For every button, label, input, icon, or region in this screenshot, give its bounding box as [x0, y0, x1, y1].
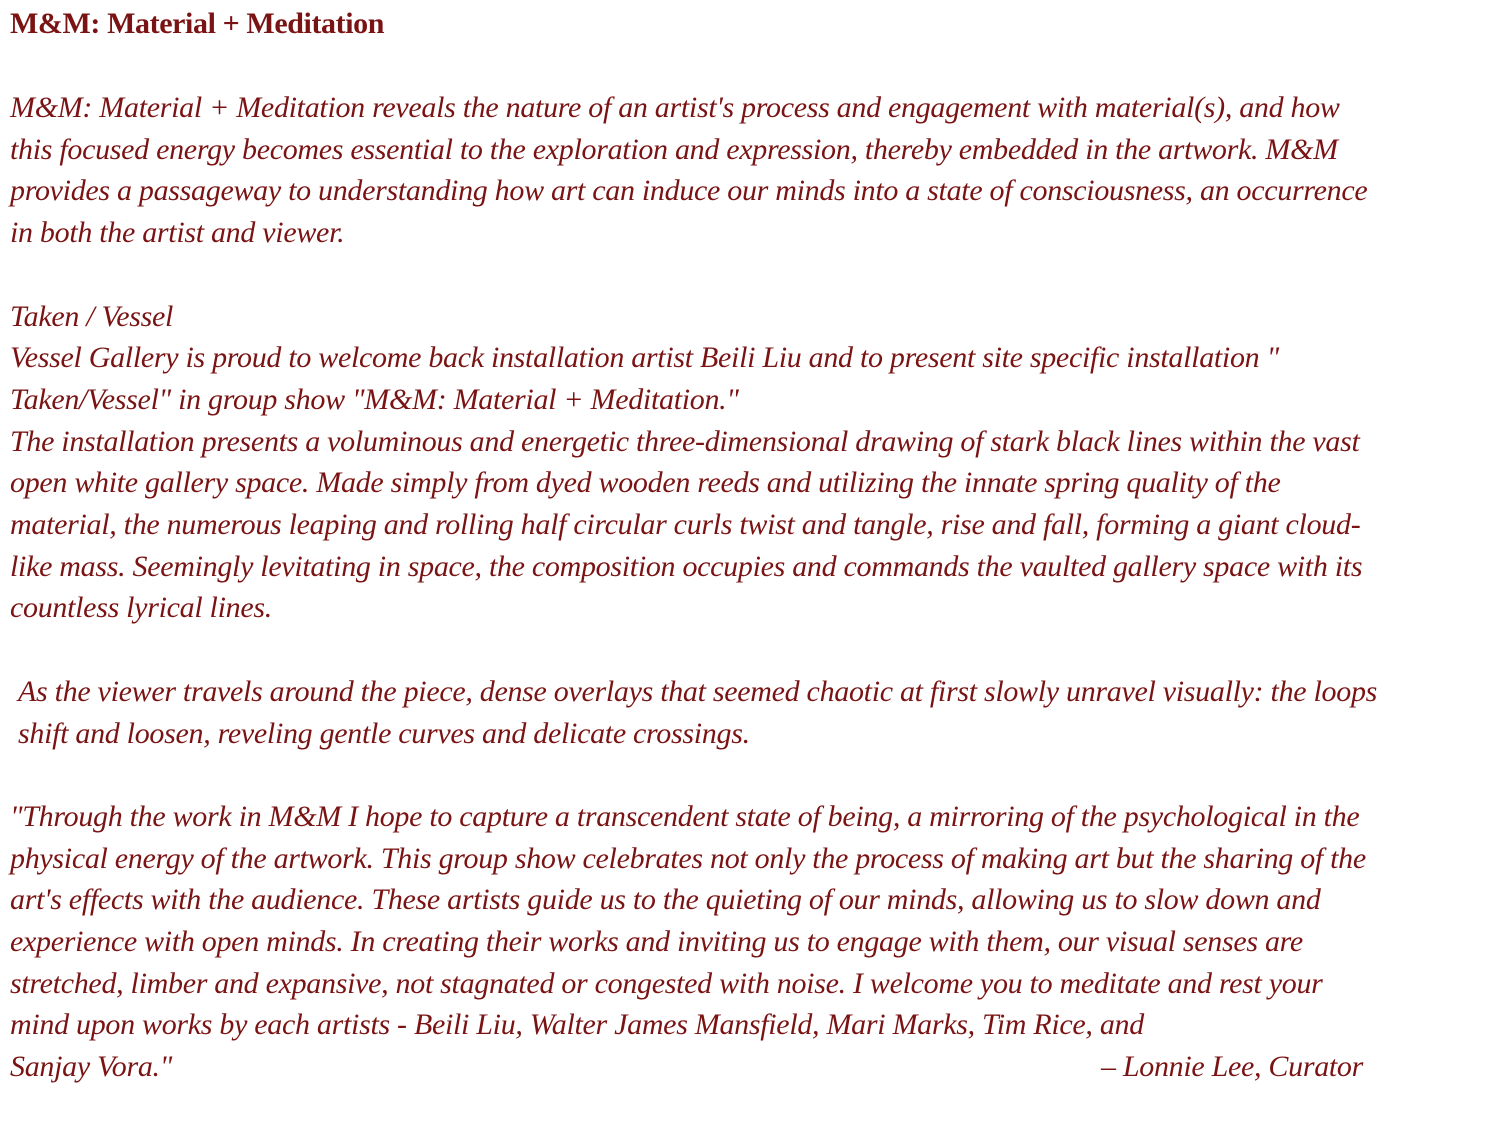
- intro-paragraph: M&M: Material + Meditation reveals the nature of an artist's process and engagement with material(s), and how this focused energy becomes essential to the exploration and expression, thereby embedded in the artwork. M&M provides a passageway to understanding how art can induce our minds into a state of consciousness, an occurrence in both the artist and viewer.: [10, 91, 1368, 250]
- spacer: [10, 754, 1385, 796]
- work-title: Taken / Vessel: [10, 299, 174, 333]
- spacer: [10, 254, 1385, 296]
- curator-quote: "Through the work in M&M I hope to capture a transcendent state of being, a mirroring of the psychological in the physical energy of the artwork. This group show celebrates not only the process of making art but the sharing of the art's effects with the audience. These artists guide us to the quieting of our minds, allowing us to slow down and experience with open minds. In creating their works and inviting us to engage with them, our visual senses are stretched, limber and expansive, not stagnated or congested with noise. I welcome you to meditate and rest your mind upon works by each artists - Beili Liu, Walter James Mansfield, Mari Marks, Tim Rice, and: [10, 799, 1366, 1042]
- viewer-paragraph: As the viewer travels around the piece, dense overlays that seemed chaotic at first slowly unravel visually: the loops shift and loosen, reveling gentle curves and delicate crossings.: [18, 674, 1378, 750]
- installation-paragraph: The installation presents a voluminous and energetic three-dimensional drawing of stark black lines within the vast open white gallery space. Made simply from dyed wooden reeds and utilizing the innate spring quality of the material, the numerous leaping and rolling half circular curls twist and tangle, rise and fall, forming a giant cloud-like mass. Seemingly levitating in space, the composition occupies and commands the vaulted gallery space with its countless lyrical lines.: [10, 424, 1363, 625]
- page-title: M&M: Material + Meditation: [10, 7, 385, 40]
- gallery-announcement: Vessel Gallery is proud to welcome back installation artist Beili Liu and to present site specific installation " Taken/Vessel" in group show "M&M: Material + Meditation.": [10, 341, 1279, 416]
- quote-end: Sanjay Vora.": [10, 1050, 173, 1084]
- spacer: [10, 629, 1385, 671]
- quote-closing-line: [10, 1046, 1385, 1088]
- spacer: [10, 44, 1385, 87]
- curator-attribution: – Lonnie Lee, Curator: [1100, 1050, 1363, 1084]
- article: [10, 4, 1385, 1088]
